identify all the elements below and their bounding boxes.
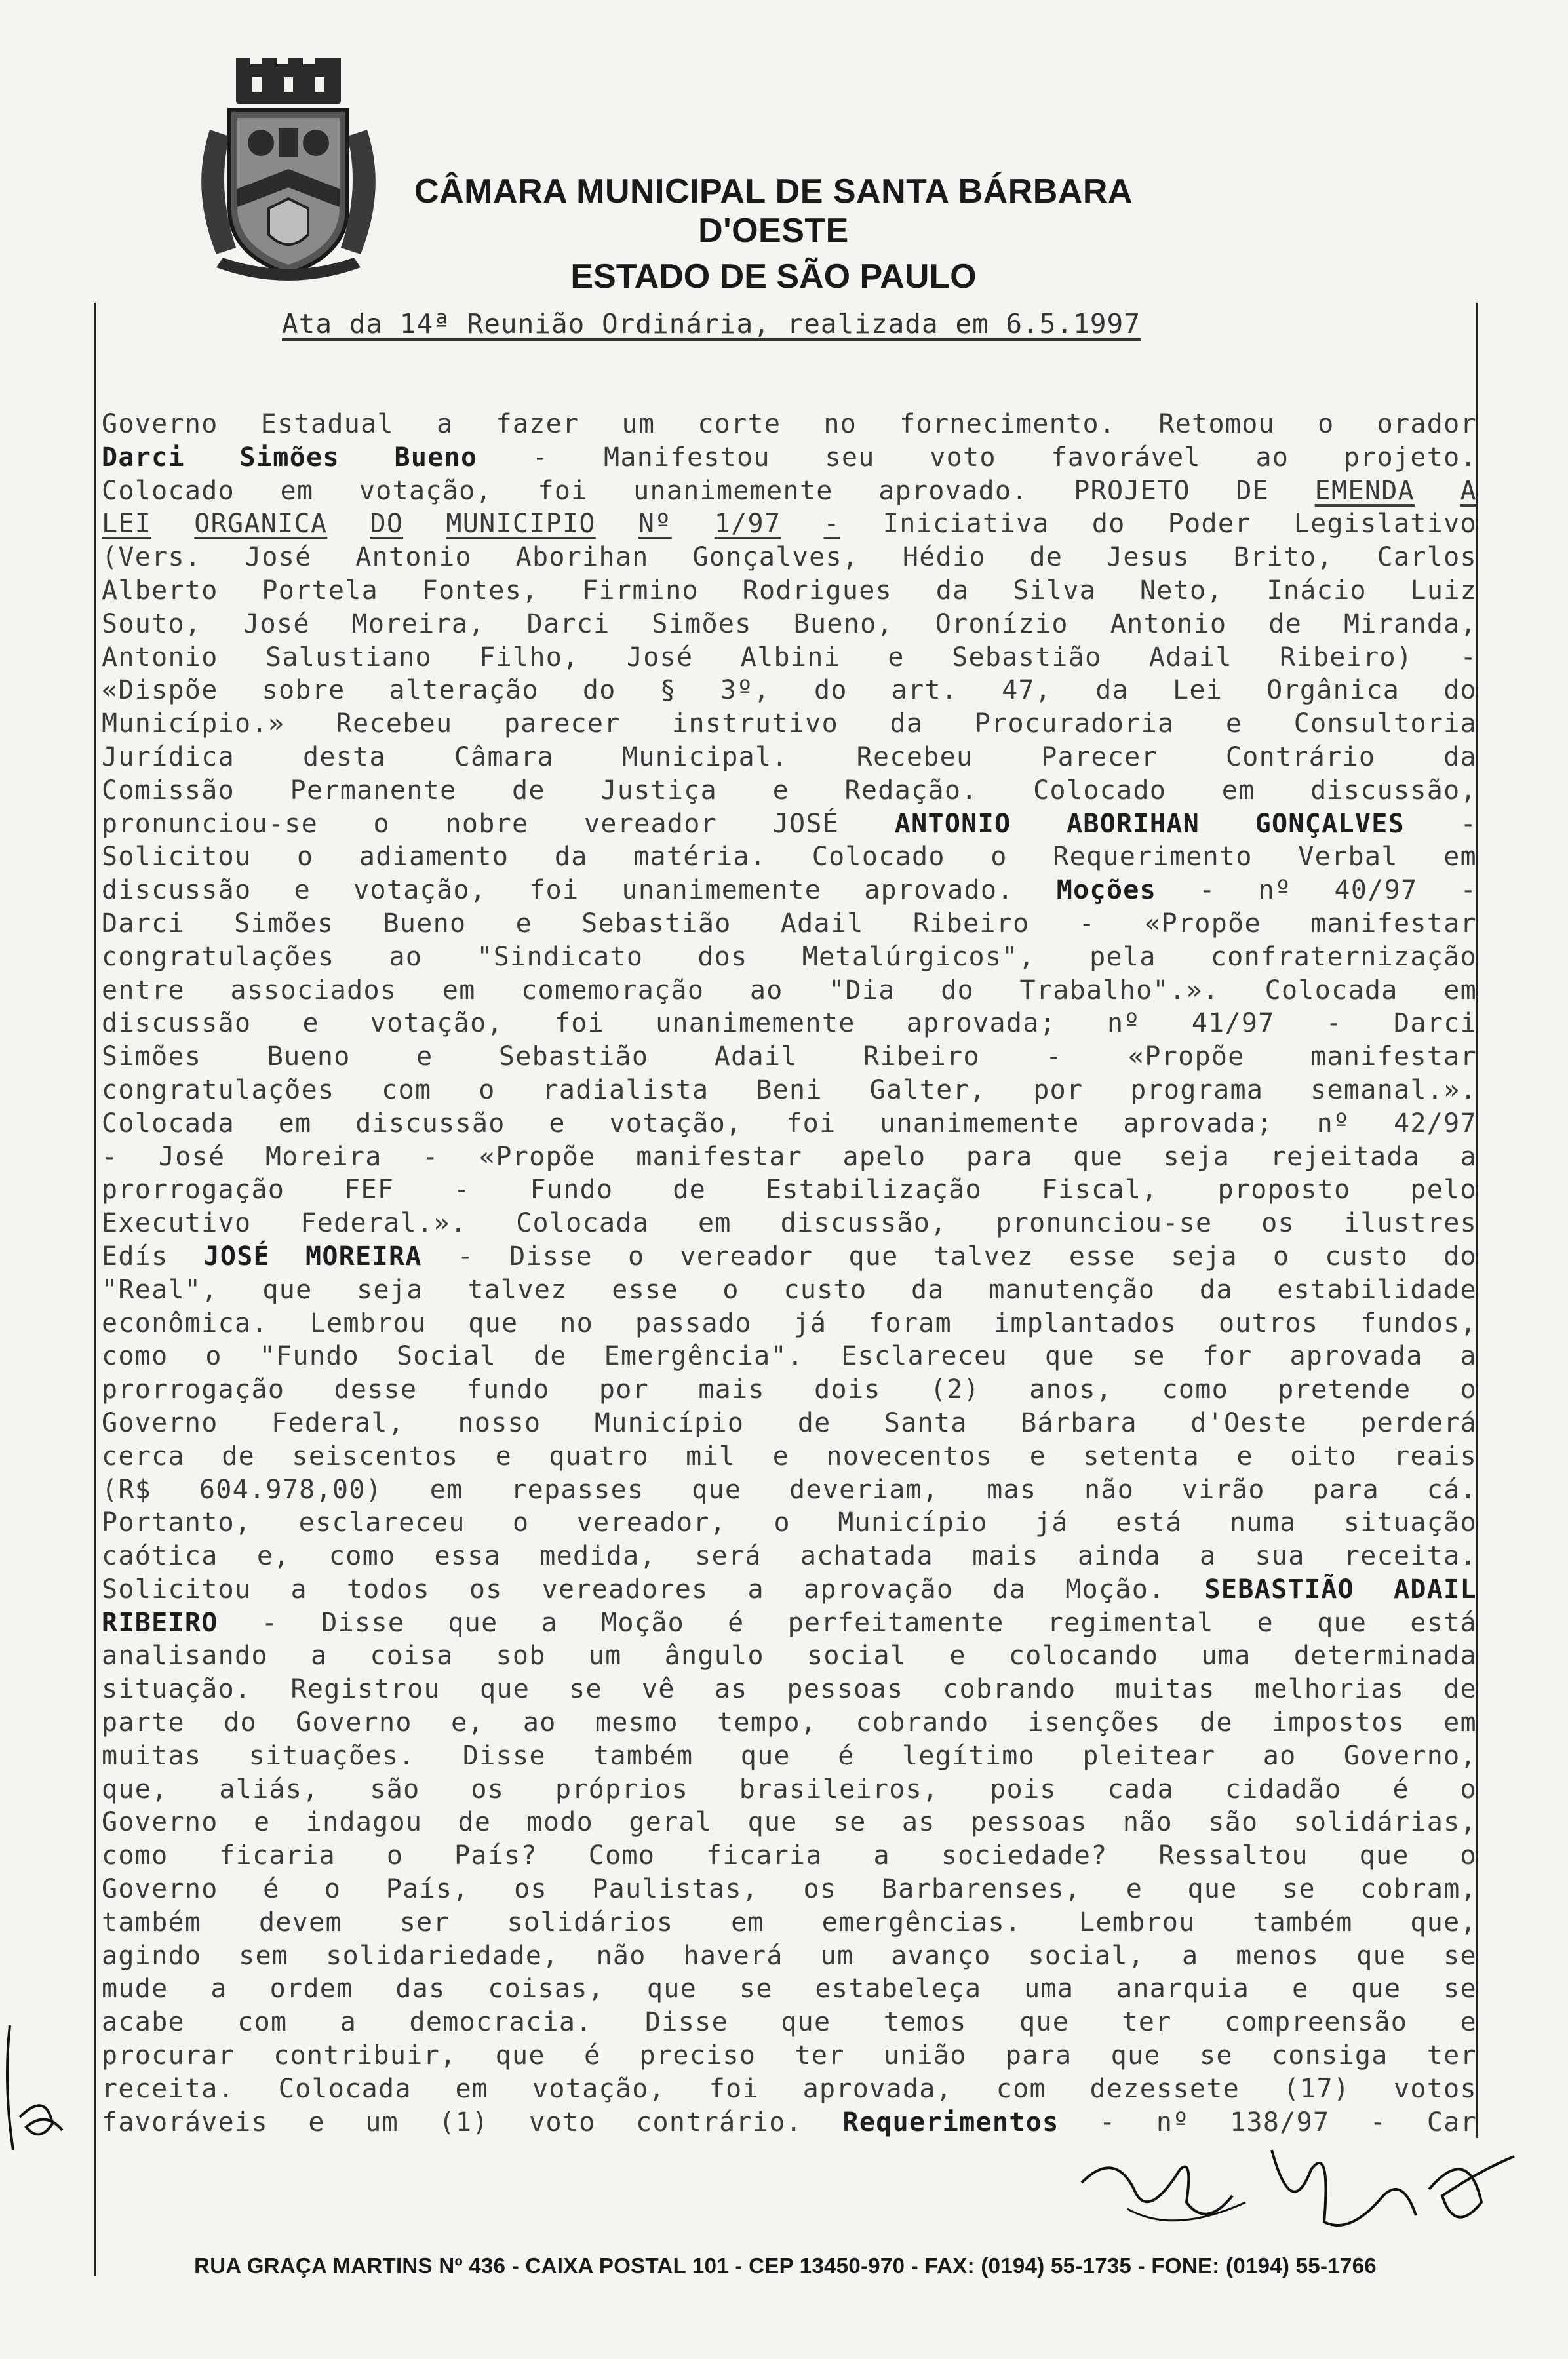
minutes-line: Comissão Permanente de Justiça e Redação. Colocado em discussão, bbox=[102, 775, 1477, 806]
minutes-line: Simões Bueno e Sebastião Adail Ribeiro - «Propõe manifestar bbox=[102, 1042, 1477, 1072]
minutes-line: entre associados em comemoração ao "Dia do Trabalho".». Colocada em bbox=[102, 975, 1477, 1005]
chamber-name: CÂMARA MUNICIPAL DE SANTA BÁRBARA D'OESTE bbox=[414, 172, 1133, 250]
minutes-line: Governo é o País, os Paulistas, os Barbarenses, e que se cobram, bbox=[102, 1874, 1477, 1905]
minutes-line: Alberto Portela Fontes, Firmino Rodrigues da Silva Neto, Inácio Luiz bbox=[102, 575, 1477, 606]
minutes-line: prorrogação desse fundo por mais dois (2) anos, como pretende o bbox=[102, 1374, 1477, 1405]
minutes-line: Governo e indagou de modo geral que se as pessoas não são solidárias, bbox=[102, 1807, 1477, 1838]
minutes-line: situação. Registrou que se vê as pessoas cobrando muitas melhorias de bbox=[102, 1674, 1477, 1705]
minutes-line: (R$ 604.978,00) em repasses que deveriam, mas não virão para cá. bbox=[102, 1474, 1477, 1505]
minutes-line: RIBEIRO - Disse que a Moção é perfeitamente regimental e que está bbox=[102, 1607, 1477, 1638]
minutes-line: (Vers. José Antonio Aborihan Gonçalves, Hédio de Jesus Brito, Carlos bbox=[102, 542, 1477, 573]
minutes-line: "Real", que seja talvez esse o custo da manutenção da estabilidade bbox=[102, 1274, 1477, 1305]
minutes-line: como ficaria o País? Como ficaria a sociedade? Ressaltou que o bbox=[102, 1841, 1477, 1871]
minutes-line: cerca de seiscentos e quatro mil e novecentos e setenta e oito reais bbox=[102, 1441, 1477, 1472]
minutes-line: Darci Simões Bueno - Manifestou seu voto favorável ao projeto. bbox=[102, 442, 1477, 473]
minutes-line: Portanto, esclareceu o vereador, o Município já está numa situação bbox=[102, 1508, 1477, 1538]
minutes-line: favoráveis e um (1) voto contrário. Requerimentos - nº 138/97 - Car bbox=[102, 2107, 1477, 2137]
minutes-line: Jurídica desta Câmara Municipal. Recebeu Parecer Contrário da bbox=[102, 741, 1477, 772]
minutes-line: muitas situações. Disse também que é legítimo pleitear ao Governo, bbox=[102, 1740, 1477, 1771]
minutes-line: Executivo Federal.». Colocada em discussão, pronunciou-se os ilustres bbox=[102, 1208, 1477, 1239]
minutes-line: Antonio Salustiano Filho, José Albini e Sebastião Adail Ribeiro) - bbox=[102, 642, 1477, 673]
minutes-body bbox=[102, 408, 1477, 2139]
minutes-title: Ata da 14ª Reunião Ordinária, realizada em 6.5.1997 bbox=[282, 308, 1141, 340]
minutes-line: acabe com a democracia. Disse que temos que ter compreensão e bbox=[102, 2007, 1477, 2038]
minutes-line: como o "Fundo Social de Emergência". Esclareceu que se for aprovada a bbox=[102, 1341, 1477, 1372]
minutes-line: - José Moreira - «Propõe manifestar apelo para que seja rejeitada a bbox=[102, 1141, 1477, 1172]
minutes-line: procurar contribuir, que é preciso ter união para que se consiga ter bbox=[102, 2040, 1477, 2071]
minutes-line: prorrogação FEF - Fundo de Estabilização Fiscal, proposto pelo bbox=[102, 1175, 1477, 1205]
state-name: ESTADO DE SÃO PAULO bbox=[570, 258, 977, 296]
minutes-line: congratulações ao "Sindicato dos Metalúrgicos", pela confraternização bbox=[102, 941, 1477, 972]
minutes-line: mude a ordem das coisas, que se estabeleça uma anarquia e que se bbox=[102, 1974, 1477, 2004]
minutes-line: congratulações com o radialista Beni Galter, por programa semanal.». bbox=[102, 1074, 1477, 1105]
minutes-line: caótica e, como essa medida, será achatada mais ainda a sua receita. bbox=[102, 1541, 1477, 1572]
minutes-line: Darci Simões Bueno e Sebastião Adail Ribeiro - «Propõe manifestar bbox=[102, 908, 1477, 939]
minutes-line: Colocado em votação, foi unanimemente aprovado. PROJETO DE EMENDA A bbox=[102, 475, 1477, 506]
minutes-line: Colocada em discussão e votação, foi unanimemente aprovada; nº 42/97 bbox=[102, 1108, 1477, 1139]
footer-address: RUA GRAÇA MARTINS Nº 436 - CAIXA POSTAL 101 - CEP 13450-970 - FAX: (0194) 55-1735 - FONE: (0194) 55-1766 bbox=[194, 2253, 1377, 2278]
minutes-line: receita. Colocada em votação, foi aprovada, com dezessete (17) votos bbox=[102, 2073, 1477, 2104]
minutes-line: Souto, José Moreira, Darci Simões Bueno, Oronízio Antonio de Miranda, bbox=[102, 608, 1477, 639]
minutes-line: Município.» Recebeu parecer instrutivo da Procuradoria e Consultoria bbox=[102, 709, 1477, 739]
minutes-line: analisando a coisa sob um ângulo social e colocando uma determinada bbox=[102, 1641, 1477, 1671]
letterhead bbox=[380, 172, 1167, 296]
minutes-line: Governo Federal, nosso Município de Santa Bárbara d'Oeste perderá bbox=[102, 1407, 1477, 1438]
minutes-line: discussão e votação, foi unanimemente aprovada; nº 41/97 - Darci bbox=[102, 1008, 1477, 1039]
minutes-line: parte do Governo e, ao mesmo tempo, cobrando isenções de impostos em bbox=[102, 1707, 1477, 1738]
minutes-line: Solicitou o adiamento da matéria. Colocado o Requerimento Verbal em bbox=[102, 842, 1477, 872]
minutes-line: discussão e votação, foi unanimemente aprovado. Moções - nº 40/97 - bbox=[102, 875, 1477, 906]
minutes-line: agindo sem solidariedade, não haverá um avanço social, a menos que se bbox=[102, 1940, 1477, 1971]
minutes-line: econômica. Lembrou que no passado já foram implantados outros fundos, bbox=[102, 1308, 1477, 1338]
minutes-line: LEI ORGANICA DO MUNICIPIO Nº 1/97 - Iniciativa do Poder Legislativo bbox=[102, 509, 1477, 539]
municipal-coat-of-arms bbox=[190, 58, 387, 294]
minutes-line: Governo Estadual a fazer um corte no fornecimento. Retomou o orador bbox=[102, 409, 1477, 439]
left-margin-rule bbox=[94, 303, 96, 2276]
minutes-line: Edís JOSÉ MOREIRA - Disse o vereador que talvez esse seja o custo do bbox=[102, 1241, 1477, 1272]
minutes-line: «Dispõe sobre alteração do § 3º, do art. 47, da Lei Orgânica do bbox=[102, 675, 1477, 706]
minutes-line: também devem ser solidários em emergências. Lembrou também que, bbox=[102, 1907, 1477, 1938]
handwritten-signatures bbox=[1075, 2130, 1521, 2248]
minutes-line: pronunciou-se o nobre vereador JOSÉ ANTONIO ABORIHAN GONÇALVES - bbox=[102, 808, 1477, 839]
minutes-line: Solicitou a todos os vereadores a aprovação da Moção. SEBASTIÃO ADAIL bbox=[102, 1574, 1477, 1605]
minutes-line: que, aliás, são os próprios brasileiros, pois cada cidadão é o bbox=[102, 1774, 1477, 1804]
margin-initials-signature bbox=[0, 2019, 79, 2156]
